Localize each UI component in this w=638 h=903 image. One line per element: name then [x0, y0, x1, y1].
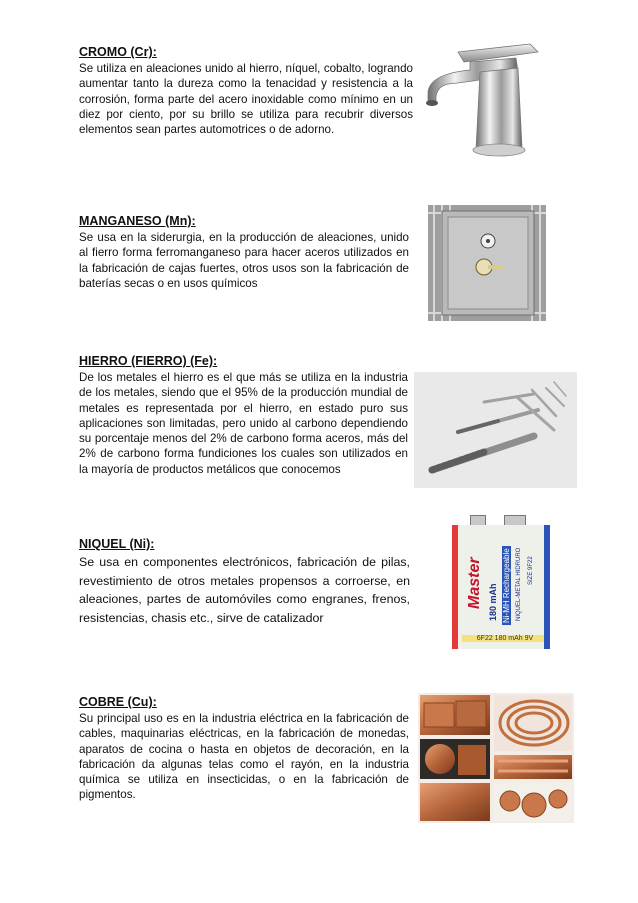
section-cromo: [79, 45, 413, 137]
battery-capacity: 180 mAh: [488, 583, 498, 621]
nimh-battery-image: [452, 515, 552, 649]
chrome-faucet-image: [418, 40, 566, 162]
section-manganeso: [79, 214, 409, 291]
battery-type: Ni-MH Rechargeable: [502, 548, 511, 623]
battery-size: SIZE 9F22: [528, 556, 534, 585]
section-text-hierro: De los metales el hierro es el que más se utiliza en la industria de los metales, siendo que el 95% de la producción mundial de metales es representada por el hierro, en estado puro sus aplicaciones son limitadas, pero unido al carbono dependiendo su porcentaje menos del 2% de carbono forma aceros, más del 2% de carbono forma fundiciones los cuales son utilizados en la mayoría de productos metálicos que conocemos: [79, 371, 408, 476]
copper-products-image: [418, 693, 574, 823]
section-title-hierro: HIERRO (FIERRO) (Fe):: [79, 354, 218, 368]
battery-chem: NIQUEL-METAL HIDRURO: [516, 547, 522, 621]
section-text-cromo: Se utiliza en aleaciones unido al hierro, níquel, cobalto, logrando aumentar tanto la dureza como la tenacidad y resistencia a la corrosión, forma parte del acero inoxidable como mínimo en un diez por ciento, por su brillo se utiliza para recubrir diversos elementos sean partes automotrices o de adorno.: [79, 62, 413, 137]
battery-brand: Master: [466, 557, 483, 609]
section-hierro: [79, 354, 408, 477]
section-title-manganeso: MANGANESO (Mn):: [79, 214, 196, 228]
drill-bits-image: [414, 372, 577, 488]
section-niquel: [79, 537, 410, 627]
section-title-niquel: NIQUEL (Ni):: [79, 537, 155, 551]
section-cobre: [79, 695, 409, 803]
safe-box-image: [424, 203, 552, 325]
section-text-cobre: Su principal uso es en la industria eléctrica en la fabricación de cables, maquinarias eléctricas, en la fabricación de monedas, aparatos de cocina o hasta en objetos de decoración, en la fabricación da algunas telas como el rayón, en la industria química se utiliza en insecticidas, o en la fabricación de pigmentos.: [79, 712, 409, 802]
section-text-manganeso: Se usa en la siderurgia, en la producción de aleaciones, unido al fierro forma ferromanganeso para hacer aceros utilizados en la fabricación de cajas fuertes, otros usos son la fabricación de baterías secas o en usos químicos: [79, 231, 409, 290]
section-title-cobre: COBRE (Cu):: [79, 695, 157, 709]
section-text-niquel: Se usa en componentes electrónicos, fabricación de pilas, revestimiento de otros metales propensos a corroerse, en aleaciones, partes de automóviles como engranes, frenos, resistencias, chasis etc., sirve de catalizador: [79, 555, 410, 625]
section-title-cromo: CROMO (Cr):: [79, 45, 157, 59]
battery-footer: 6F22 180 mAh 9V: [462, 635, 548, 642]
